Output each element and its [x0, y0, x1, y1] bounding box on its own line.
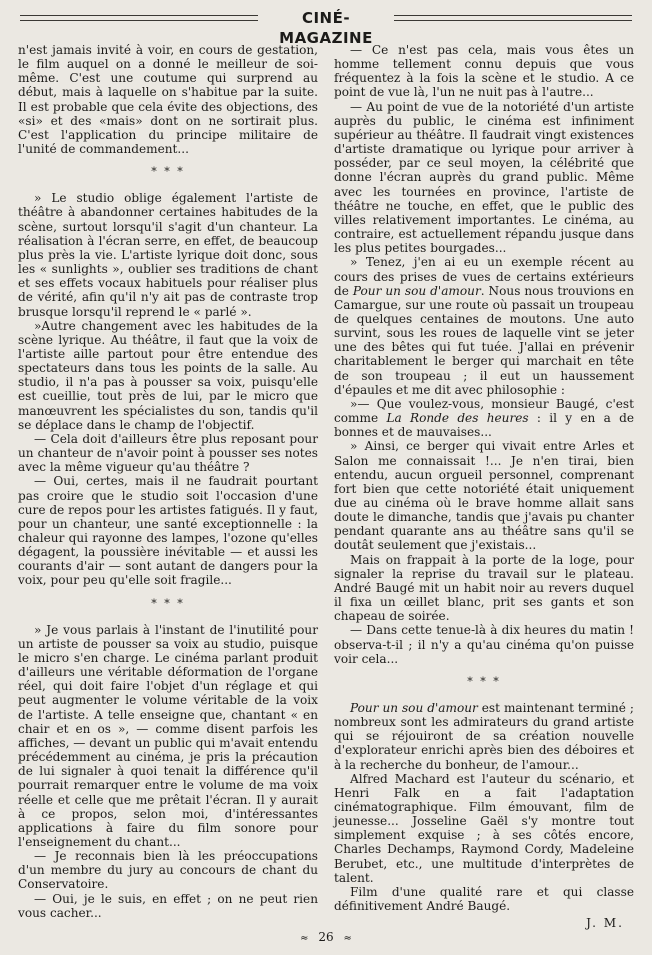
text-run: : il y en a de bonnes et de mauvaises... — [334, 411, 634, 440]
masthead-title: CINÉ-MAGAZINE — [279, 9, 373, 47]
paragraph — [334, 397, 634, 439]
paragraph: n'est jamais invité à voir, en cours de gestation, le film auquel on a donné le meilleur de soi-même. C'est une coutume qui surprend au début, mais à laquelle on s'habitue par la suite. Il est probable que cela évite des objections, des «si» et des «mais» dont on ne sortirait plus. C'est l'application du principe militaire de l'unité de commandement... — [18, 43, 318, 157]
text-run: »— Que voulez-vous, monsieur Baugé, c'est comme — [334, 396, 634, 426]
paragraph: » Ainsi, ce berger qui vivait entre Arles et Salon me connaissait !... Je n'en tirai, bien entendu, aucun orgueil personnel, comprenant fort bien que cette notoriété était uniquement due au cinéma où le brave homme allait sans doute le dimanche, tandis que j'avais pu chanter pendant quarante ans au théâtre sans qu'il se doutât seulement que j'existais... — [334, 439, 634, 553]
film-title: Pour un sou d'amour — [352, 283, 481, 298]
page-footer — [0, 930, 652, 944]
paragraph — [334, 701, 634, 772]
ornament-right: ≈ — [343, 933, 352, 944]
ornament-left: ≈ — [300, 933, 309, 944]
paragraph: — Je reconnais bien là les préoccupations d'un membre du jury au concours de chant du Conservatoire. — [18, 849, 318, 892]
paragraph: — Oui, je le suis, en effet ; on ne peut rien vous cacher... — [18, 891, 318, 920]
paragraph: Alfred Machard est l'auteur du scénario, et Henri Falk en a fait l'adaptation cinématographique. Film émouvant, film de jeunesse... Josseline Gaël s'y montre tout simplement exquise ; à ses côtés encore, Charles Dechamps, Raymond Cordy, Madeleine Berubet, etc., une multitude d'interprètes de talent. — [334, 771, 634, 885]
paragraph: — Cela doit d'ailleurs être plus reposant pour un chanteur de n'avoir point à pousser ses notes avec la même vigueur qu'au théâtre ? — [18, 431, 318, 475]
right-column — [334, 43, 634, 930]
section-separator: * * * — [151, 165, 185, 179]
masthead — [20, 8, 632, 47]
film-title: La Ronde des heures — [386, 411, 529, 426]
paragraph: Film d'une qualité rare et qui classe définitivement André Baugé. — [334, 884, 634, 914]
masthead-rule-right — [394, 15, 632, 21]
section-separator: * * * — [151, 596, 185, 610]
masthead-rule-left — [20, 15, 258, 21]
paragraph: » Le studio oblige également l'artiste de théâtre à abandonner certaines habitudes de la scène, surtout lorsqu'il s'agit d'un chanteur. La réalisation à l'écran serre, en effet, de beaucoup plus près la vie. L'artiste lyrique doit donc, sous les « sunlights », oublier ses traditions de chant et ses effets vocaux habituels pour réaliser plus de vérité, afin qu'il n'y ait pas de contraste trop brusque lorsqu'il reprend le « parlé ». — [18, 191, 318, 319]
text-run: » Tenez, j'en ai eu un exemple récent au cours des prises de vues de certains extérieurs de — [334, 255, 634, 298]
text-run: . Nous nous trouvions en Camargue, sur une route où passait un troupeau de quelques centaines de moutons. Une auto survint, sous les roues de laquelle vint se jeter une des bêtes qui fut tuée. J'allai en prévenir charitablement le berger qui marchait en tête de son troupeau ; il eut un haussement d'épaules et me dit avec philosophie : — [334, 283, 635, 397]
paragraph: — Au point de vue de la notoriété d'un artiste auprès du public, le cinéma est infiniment supérieur au théâtre. Il faudrait vingt existences d'artiste dramatique ou lyrique pour arriver à posséder, par ce seul moyen, la célébrité que donne l'écran auprès du grand public. Même avec les tournées en province, l'artiste de théâtre ne touche, en effet, que le public des villes relativement importantes. Le cinéma, au contraire, est actuellement répandu jusque dans les plus petites bourgades... — [334, 99, 634, 256]
paragraph: Mais on frappait à la porte de la loge, pour signaler la reprise du travail sur le plateau. André Baugé mit un habit noir au revers duquel il fixa un œillet blanc, prit ses gants et son chapeau de soirée. — [334, 552, 634, 624]
section-separator: * * * — [467, 674, 501, 688]
paragraph: — Ce n'est pas cela, mais vous êtes un homme tellement connu depuis que vous fréquentez à la fois la scène et le studio. A ce point de vue là, l'un ne nuit pas à l'autre... — [334, 43, 634, 100]
paragraph: » Je vous parlais à l'instant de l'inutilité pour un artiste de pousser sa voix au studio, puisque le micro s'en charge. Le cinéma parlant produit d'ailleurs une véritable déformation de l'organe réel, qui doit faire l'objet d'un réglage et qui peut augmenter le volume véritable de la voix de l'artiste. A telle enseigne que, chantant « en chair et en os », — comme disent parfois les affiches, — devant un public qui m'avait entendu précédemment au cinéma, je pris la précaution de lui signaler à quoi tenait la différence qu'il pourrait remarquer entre le volume de ma voix réelle et celle que me prêtait l'écran. Il y aurait à ce propos, selon moi, d'intéressantes applications à faire du film sonore pour l'enseignement du chant... — [18, 622, 318, 849]
paragraph — [334, 255, 634, 397]
paragraph: — Dans cette tenue-là à dix heures du matin ! observa-t-il ; il n'y a qu'au cinéma qu'on puisse voir cela... — [334, 623, 634, 666]
text-run: est maintenant terminé ; nombreux sont les admirateurs du grand artiste qui se réjouiront de sa création nouvelle d'explorateur enrichi après bien des déboires et à la recherche du bonheur, de l'amour... — [334, 700, 634, 772]
film-title: Pour un sou d'amour — [350, 700, 478, 715]
page-number: 26 — [318, 930, 334, 944]
left-column — [18, 43, 318, 920]
paragraph: »Autre changement avec les habitudes de la scène lyrique. Au théâtre, il faut que la voix de l'artiste aille partout pour être entendue des spectateurs dans tous les points de la salle. Au studio, il n'a pas à pousser sa voix, puisqu'elle est cueillie, tout près de lui, par le micro que manœuvrent les spécialistes du son, tandis qu'il se déplace dans le champ de l'objectif. — [18, 318, 318, 432]
author-signature: J. M. — [586, 916, 624, 931]
paragraph: — Oui, certes, mais il ne faudrait pourtant pas croire que le studio soit l'occasion d'une cure de repos pour les artistes fatigués. Il y faut, pour un chanteur, une santé exceptionnelle : la chaleur qui rayonne des lampes, l'ozone qu'elles dégagent, la poussière inévitable — et aussi les courants d'air — sont autant de dangers pour la voix, pour peu qu'elle soit fragile... — [18, 474, 318, 588]
